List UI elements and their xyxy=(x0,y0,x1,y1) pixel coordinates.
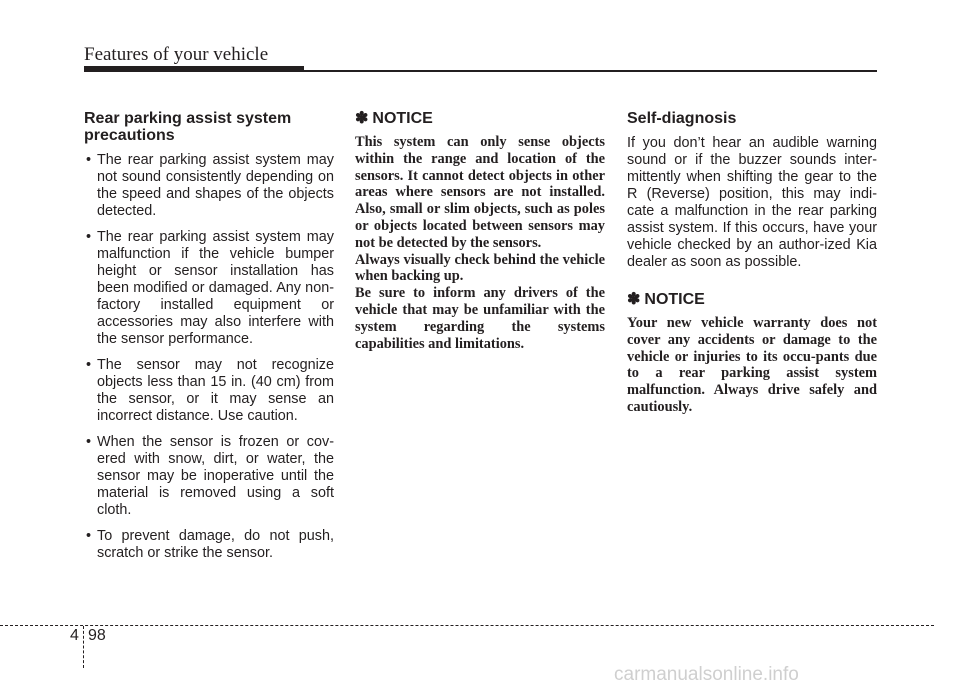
notice-asterisk-icon: ✽ xyxy=(627,291,641,308)
warranty-notice-heading xyxy=(627,291,877,309)
header-bar xyxy=(84,66,304,72)
notice-paragraph: This system can only sense objects within the range and location of the sensors. It cannot detect objects in other areas where sensors are not installed. Also, small or slim objects, such as poles or objects located between sensors may not be detected by the sensors. xyxy=(355,134,605,251)
self-diagnosis-title: Self-diagnosis xyxy=(627,110,737,127)
warranty-notice-body xyxy=(627,315,877,416)
list-item xyxy=(84,357,334,425)
notice-asterisk-icon: ✽ xyxy=(355,110,369,127)
footer-divider xyxy=(83,626,84,668)
bullet-icon: • xyxy=(86,229,92,245)
notice-paragraph: Your new vehicle warranty does not cover any accidents or damage to the vehicle or injuries to its occu-pants due to a rear parking assist system malfunction. Always drive safely and cautiously. xyxy=(627,315,877,415)
list-item-text: To prevent damage, do not push, scratch or strike the sensor. xyxy=(97,528,334,561)
chapter-number: 4 xyxy=(70,627,79,644)
bullet-icon: • xyxy=(86,528,92,544)
notice-column xyxy=(355,110,605,352)
self-diagnosis-body: If you don’t hear an audible warning sound or if the buzzer sounds inter-mittently when shifting the gear to the R (Reverse) position, this may indi-cate a malfunction in the rear parking assist system. If this occurs, have your vehicle checked by an author-ized Kia dealer as soon as possible. xyxy=(627,135,877,270)
self-diagnosis-column xyxy=(627,110,877,416)
page-header-title: Features of your vehicle xyxy=(84,44,269,65)
header-rule xyxy=(300,70,877,72)
list-item-text: The rear parking assist system may not sound consistently depending on the speed and shapes of the objects detected. xyxy=(97,152,334,219)
list-item xyxy=(84,528,334,562)
notice-body xyxy=(355,134,605,352)
notice-heading-label: NOTICE xyxy=(372,110,433,127)
notice-paragraph: Always visually check behind the vehicle when backing up. xyxy=(355,251,605,285)
precautions-column xyxy=(84,110,334,571)
bullet-icon: • xyxy=(86,357,92,373)
page-number: 98 xyxy=(88,627,106,644)
precautions-title: Rear parking assist system precautions xyxy=(84,110,292,144)
list-item xyxy=(84,434,334,519)
precautions-list xyxy=(84,152,334,562)
footer-rule xyxy=(0,625,934,626)
bullet-icon: • xyxy=(86,434,92,450)
notice-heading xyxy=(355,110,605,128)
list-item-text: The sensor may not recognize objects less than 15 in. (40 cm) from the sensor, or it may sense an incorrect distance. Use caution. xyxy=(97,357,334,424)
notice-paragraph: Be sure to inform any drivers of the vehicle that may be unfamiliar with the system regarding the systems capabilities and limitations. xyxy=(355,285,605,352)
list-item-text: The rear parking assist system may malfunction if the vehicle bumper height or sensor installation has been modified or damaged. Any non-factory installed equipment or accessories may also interfere with the sensor performance. xyxy=(97,229,334,347)
list-item xyxy=(84,152,334,220)
notice-heading-label: NOTICE xyxy=(644,291,705,308)
list-item xyxy=(84,229,334,348)
list-item-text: When the sensor is frozen or cov-ered with snow, dirt, or water, the sensor may be inoperative until the material is removed using a soft cloth. xyxy=(97,434,334,518)
bullet-icon: • xyxy=(86,152,92,168)
watermark: carmanualsonline.info xyxy=(614,664,799,685)
